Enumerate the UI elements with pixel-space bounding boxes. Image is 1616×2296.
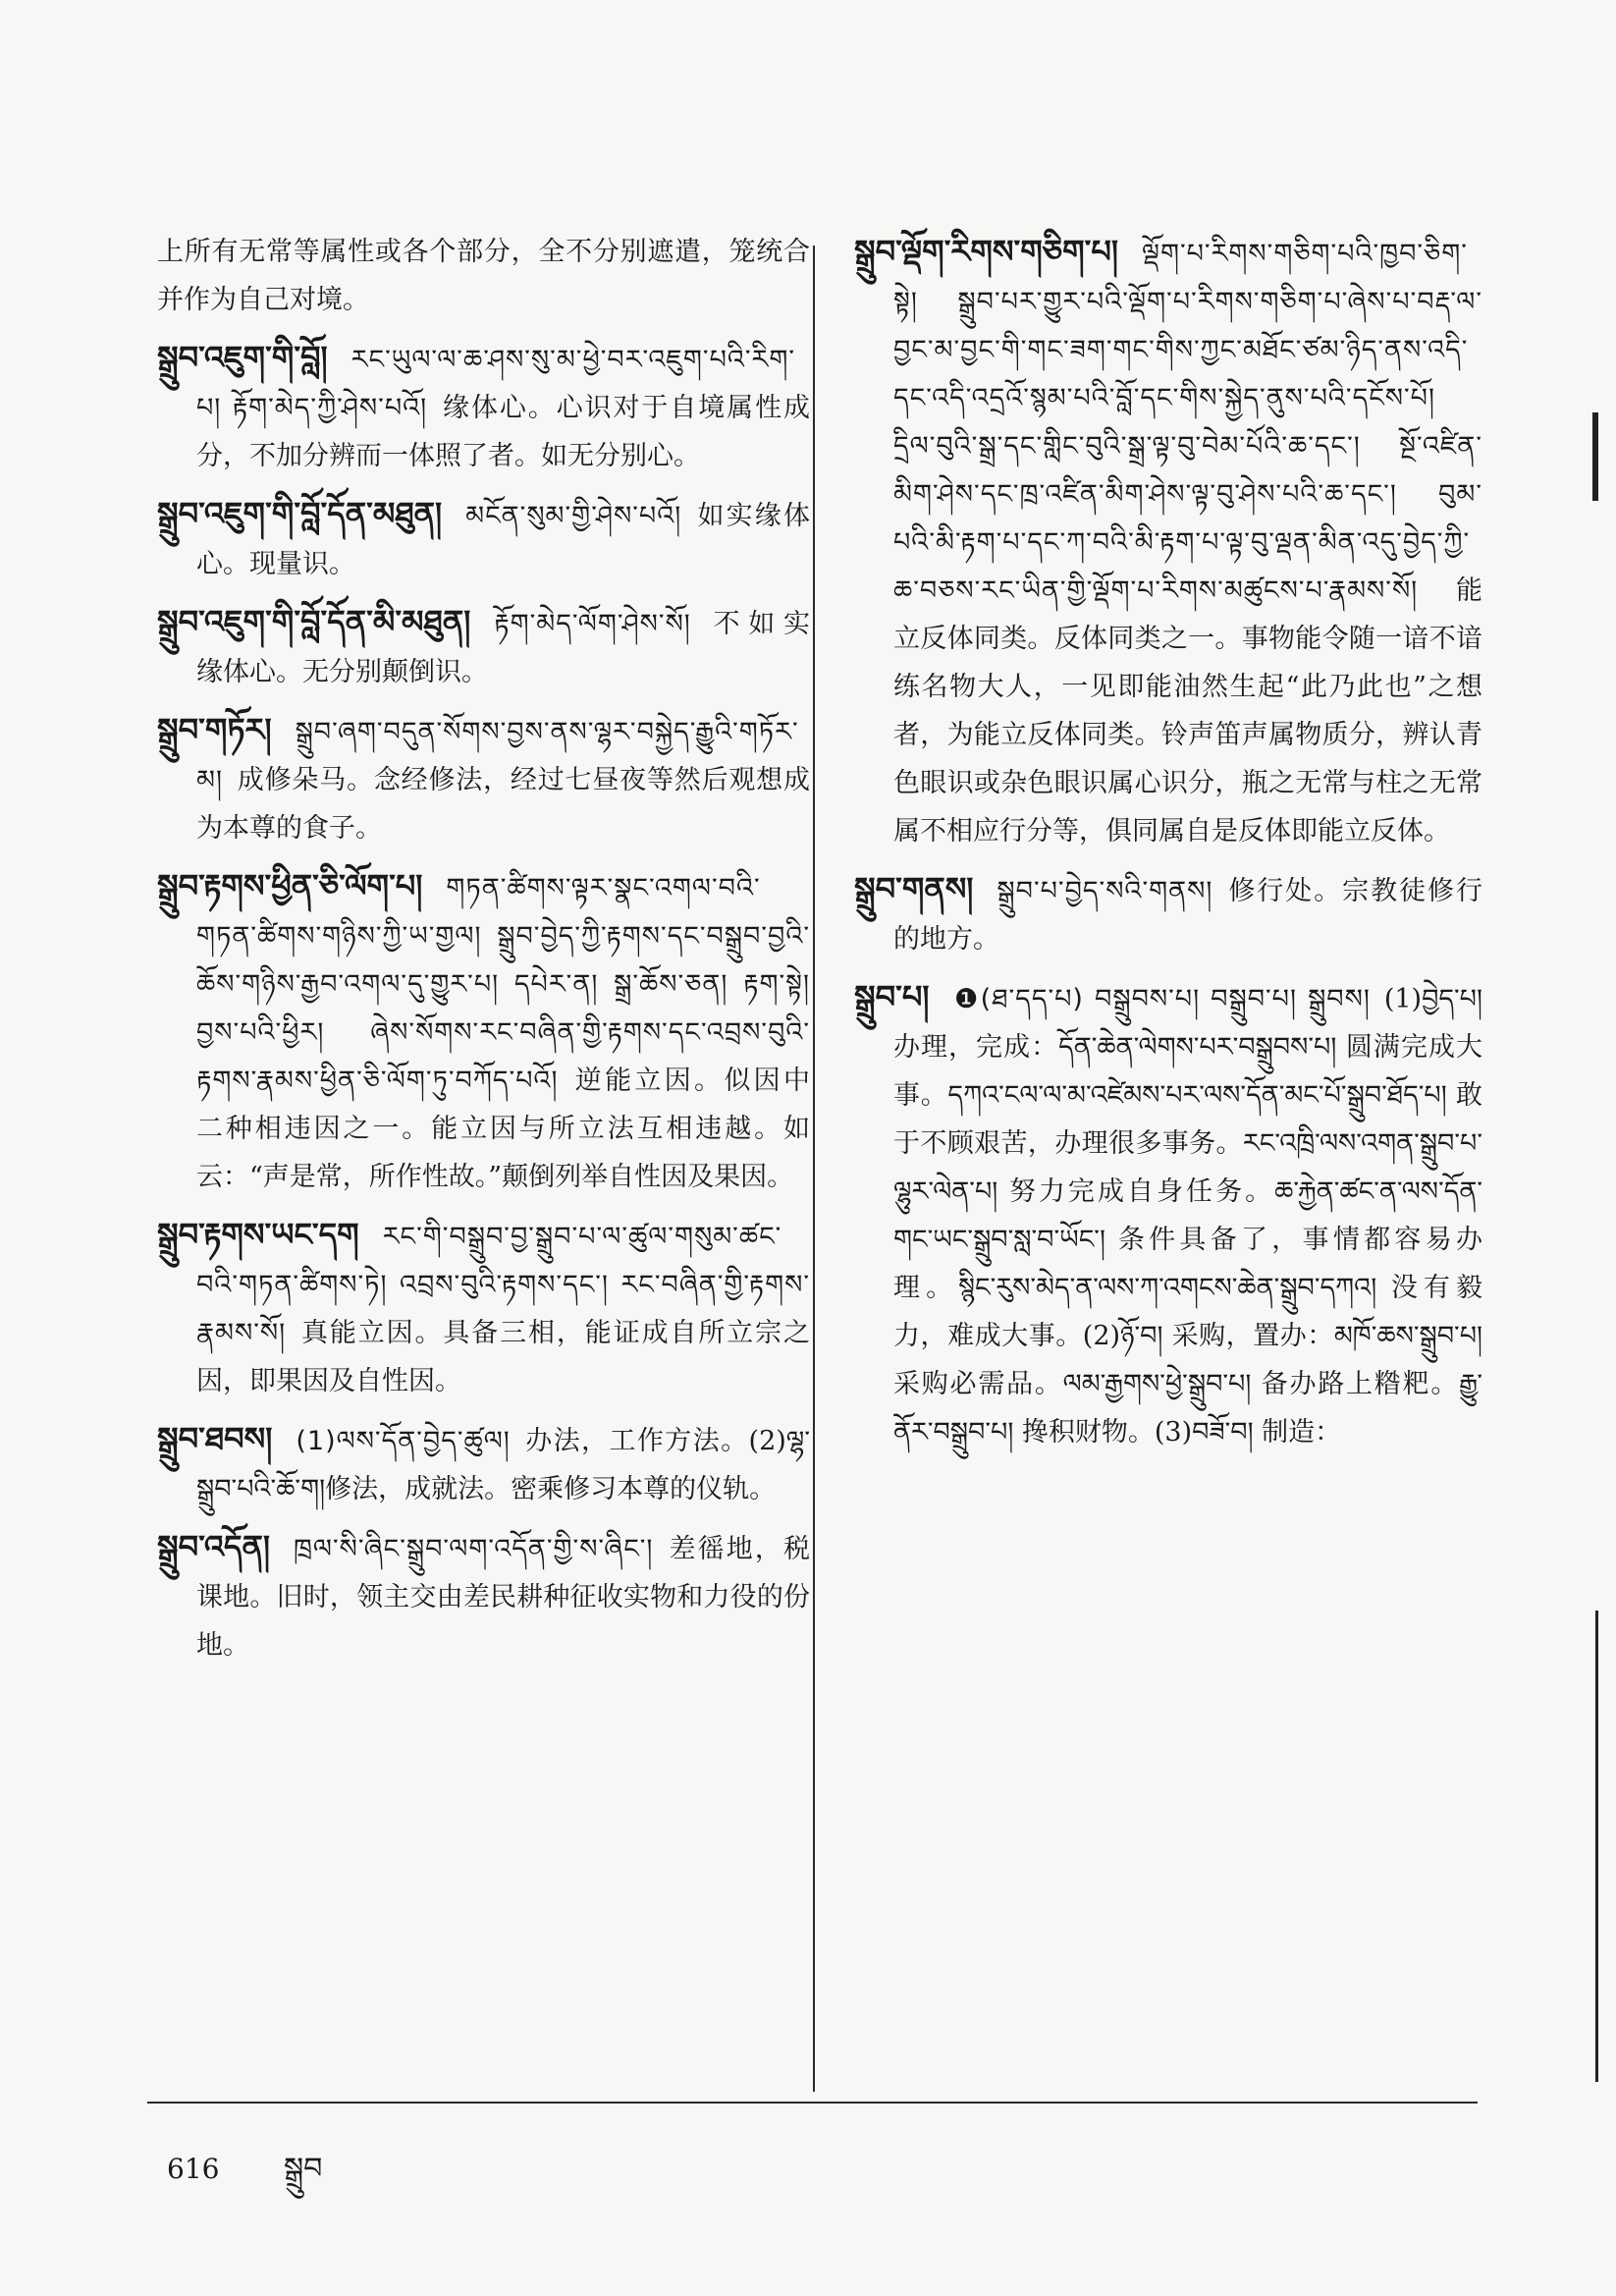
entry-tibetan-definition: ཁྲལ་སི་ཞིང་སྒྲུབ་ལག་འདོན་གྱི་ས་ཞིང་། bbox=[294, 1534, 654, 1564]
entry-continuation bbox=[157, 228, 810, 324]
entry-chinese-definition: 能立反体同类。反体同类之一。事物能令随一谙不谙练名物大人，一见即能油然生起“此乃此也”之想者，为能立反体同类。铃声笛声属物质分，辨认青色眼识或杂色眼识属心识分，瓶之无常与柱之无常属不相应行分等，俱同属自是反体即能立反体。 bbox=[893, 575, 1482, 847]
entry-chinese-definition: 成修朵马。念经修法，经过七昼夜等然后观想成为本尊的食子。 bbox=[196, 765, 810, 844]
entry-headword: སྒྲུབ་འདོན། bbox=[157, 1528, 271, 1565]
entry-tibetan-definition: སྒྲུབ་ཞག་བདུན་སོགས་བྱས་ནས་ལྷར་བསྐྱེད་རྒྱུའི་གཏོར་མ། bbox=[196, 717, 799, 795]
entry-chinese-definition: 办法，工作方法。(2)ལྷ་སྒྲུབ་པའི་ཆོ་ག།修法，成就法。密乘修习本尊的仪轨。 bbox=[196, 1426, 810, 1504]
dictionary-entry bbox=[157, 1523, 810, 1669]
dictionary-entry bbox=[157, 334, 810, 480]
footer-rule bbox=[147, 2102, 1478, 2104]
entry-headword: སྒྲུབ་རྟགས་ཕྱིན་ཅི་ལོག་པ། bbox=[157, 867, 423, 904]
dictionary-entry bbox=[157, 598, 810, 696]
entry-tibetan-definition: རང་གི་བསྒྲུབ་བྱ་སྒྲུབ་པ་ལ་ཚུལ་གསུམ་ཚང་བའི་གཏན་ཚིགས་ཏེ། འབྲས་བུའི་རྟགས་དང་། རང་བཞིན་གྱི་རྟགས་རྣམས་སོ། bbox=[196, 1222, 810, 1348]
entry-headword: སྒྲུབ་གནས། bbox=[854, 870, 974, 907]
entry-headword: སྒྲུབ་ལྡོག་རིགས་གཅིག་པ། bbox=[854, 233, 1118, 270]
entry-headword: སྒྲུབ་འཇུག་གི་བློ་དོན་མི་མཐུན། bbox=[157, 603, 471, 640]
entry-chinese-definition: 修行处。宗教徒修行的地方。 bbox=[893, 876, 1482, 955]
dictionary-entry bbox=[854, 973, 1482, 1456]
dictionary-entry bbox=[854, 865, 1482, 963]
entry-headword: སྒྲུབ་འཇུག་གི་བློ། bbox=[157, 339, 328, 376]
entry-tibetan-definition: ལྡོག་པ་རིགས་གཅིག་པའི་ཁྱབ་ཅིག་སྟེ། སྒྲུབ་པར་གྱུར་པའི་ལྡོག་པ་རིགས་གཅིག་པ་ཞེས་པ་བརྡ་ལ་བྱང་མ་བྱང་གི་གང་ཟག་གང་གིས་ཀྱང་མཐོང་ཙམ་ཉིད་ནས་འདི་དང་འདི་འདྲའོ་སྙམ་པའི་བློ་དང་གིས་སྐྱེད་ནུས་པའི་དངོས་པོ། དྲིལ་བུའི་སྒྲ་དང་གླིང་བུའི་སྒྲ་ལྟ་བུ་བེམ་པོའི་ཆ་དང་། སྔོ་འཛིན་མིག་ཤེས་དང་ཁྲ་འཛིན་མིག་ཤེས་ལྟ་བུ་ཤེས་པའི་ཆ་དང་། བུམ་པའི་མི་རྟག་པ་དང་ཀ་བའི་མི་རྟག་པ་ལྟ་བུ་ལྡན་མིན་འདུ་བྱེད་ཀྱི་ཆ་བཅས་རང་ཡིན་གྱི་ལྡོག་པ་རིགས་མཚུངས་པ་རྣམས་སོ། bbox=[893, 239, 1482, 606]
entry-tibetan-definition: རང་ཡུལ་ལ་ཆ་ཤས་སུ་མ་ཕྱེ་བར་འཇུག་པའི་རིག་པ། རྟོག་མེད་ཀྱི་ཤེས་པའོ། bbox=[196, 345, 796, 423]
column-divider bbox=[813, 246, 815, 2092]
entry-tibetan-definition: ❶(ཐ་དད་པ) བསྒྲུབས་པ། བསྒྲུབ་པ། སྒྲུབས། bbox=[952, 984, 1371, 1014]
dictionary-entry bbox=[157, 862, 810, 1201]
dictionary-entry bbox=[854, 228, 1482, 855]
dictionary-entry bbox=[157, 1415, 810, 1513]
entry-headword: སྒྲུབ་གཏོར། bbox=[157, 711, 272, 748]
entry-tibetan-definition: སྒྲུབ་པ་བྱེད་སའི་གནས། bbox=[997, 876, 1213, 906]
entry-chinese-definition: 不如实缘体心。无分别颠倒识。 bbox=[196, 609, 810, 687]
entry-chinese-definition: 缘体心。心识对于自境属性成分，不加分辨而一体照了者。如无分别心。 bbox=[196, 393, 810, 471]
entry-chinese-definition: 真能立因。具备三相，能证成自所立宗之因，即果因及自性因。 bbox=[196, 1318, 810, 1396]
entry-chinese-definition: 差徭地，税课地。旧时，领主交由差民耕种征收实物和力役的份地。 bbox=[196, 1534, 810, 1661]
entry-tibetan-definition: (1)ལས་དོན་བྱེད་ཚུལ། bbox=[296, 1426, 511, 1456]
entry-chinese-definition: 如实缘体心。现量识。 bbox=[196, 501, 810, 579]
dictionary-entry bbox=[157, 706, 810, 852]
continuation-text: 上所有无常等属性或各个部分，全不分别遮遣，笼统合并作为自己对境。 bbox=[157, 237, 810, 315]
entry-tibetan-definition: རྟོག་མེད་ལོག་ཤེས་སོ། bbox=[494, 609, 691, 639]
dictionary-entry bbox=[157, 490, 810, 588]
dictionary-entry bbox=[157, 1211, 810, 1405]
entry-chinese-definition: 逆能立因。似因中二种相违因之一。能立因与所立法互相违越。如云：“声是常，所作性故。”颠倒列举自性因及果因。 bbox=[196, 1066, 810, 1192]
entry-headword: སྒྲུབ་འཇུག་གི་བློ་དོན་མཐུན། bbox=[157, 495, 443, 532]
entry-tibetan-definition: མངོན་སུམ་གྱི་ཤེས་པའོ། bbox=[465, 501, 682, 531]
entry-chinese-definition: (1)བྱེད་པ། 办理，完成：དོན་ཆེན་ལེགས་པར་བསྒྲུབས་པ། 圆满完成大事。དཀའ་ངལ་ལ་མ་འཛེམས་པར་ལས་དོན་མང་པོ་སྒྲུབ་ཐོད་པ། 敢于不顾艰苦，办理很多事务。རང་འཁྲི་ལས་འགན་སྒྲུབ་པ་ལྷུར་ལེན་པ། 努力完成自身任务。ཆ་རྐྱེན་ཚང་ན་ལས་དོན་གང་ཡང་སྒྲུབ་སླ་བ་ཡོང་། 条件具备了，事情都容易办理。སྙིང་རུས་མེད་ན་ལས་ཀ་འགངས་ཆེན་སྒྲུབ་དཀའ། 没有毅力，难成大事。(2)ཉོ་བ། 采购，置办：མཁོ་ཆས་སྒྲུབ་པ། 采购必需品。ལམ་རྒྱགས་ཕྱེ་སྒྲུབ་པ། 备办路上糌粑。རྒྱུ་ནོར་བསྒྲུབ་པ། 搀积财物。(3)བཟོ་བ། 制造： bbox=[893, 984, 1482, 1448]
page-footer bbox=[167, 2136, 322, 2218]
scan-edge-mark bbox=[1592, 412, 1598, 501]
running-head: སྒྲུབ bbox=[283, 2152, 323, 2186]
entry-tibetan-definition: གཏན་ཚིགས་ལྟར་སྣང་འགལ་བའི་གཏན་ཚིགས་གཉིས་ཀྱི་ཡ་གྱལ། སྒྲུབ་བྱེད་ཀྱི་རྟགས་དང་བསྒྲུབ་བྱའི་ཆོས་གཉིས་རྒྱབ་འགལ་དུ་གྱུར་པ། དཔེར་ན། སྒྲ་ཆོས་ཅན། རྟག་སྟེ། བྱས་པའི་ཕྱིར། ཞེས་སོགས་རང་བཞིན་གྱི་རྟགས་དང་འབྲས་བུའི་རྟགས་རྣམས་ཕྱིན་ཅི་ལོག་ཏུ་བཀོད་པའོ། bbox=[196, 873, 810, 1096]
page-number: 616 bbox=[167, 2153, 220, 2185]
entry-headword: སྒྲུབ་ཐབས། bbox=[157, 1420, 273, 1457]
right-column bbox=[854, 228, 1482, 1466]
entry-headword: སྒྲུབ་པ། bbox=[854, 978, 930, 1015]
scan-edge-mark bbox=[1595, 1611, 1598, 2082]
entry-headword: སྒྲུབ་རྟགས་ཡང་དག bbox=[157, 1216, 359, 1253]
left-column bbox=[157, 228, 810, 1679]
